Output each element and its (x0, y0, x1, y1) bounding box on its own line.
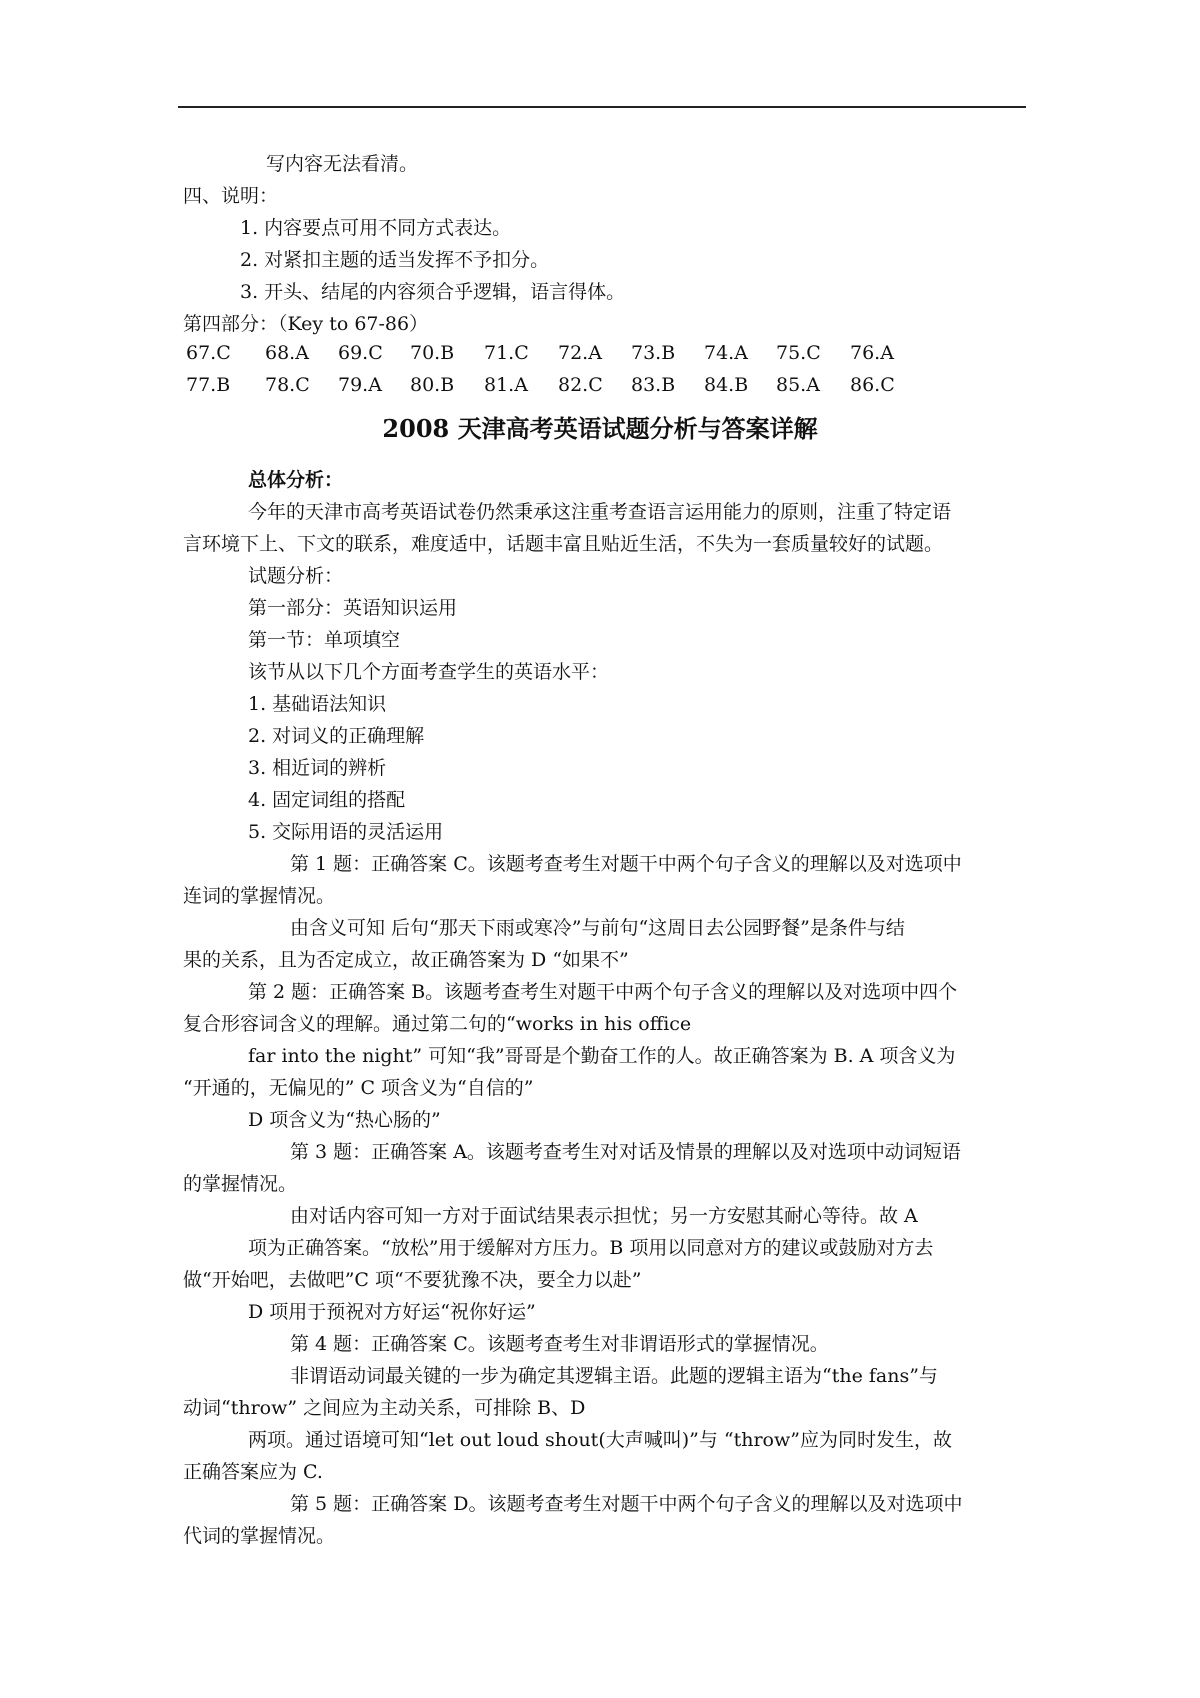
paragraph-line: “开通的，无偏见的” C 项含义为“自信的” (183, 1077, 534, 1099)
paragraph-line: 今年的天津市高考英语试卷仍然秉承这注重考查语言运用能力的原则，注重了特定语 (248, 501, 952, 523)
paragraph-line: 第 4 题：正确答案 C。该题考查考生对非谓语形式的掌握情况。 (290, 1333, 829, 1355)
answer-key-item: 77.B (186, 374, 231, 396)
paragraph-line: 由含义可知 后句“那天下雨或寒冷”与前句“这周日去公园野餐”是条件与结 (290, 917, 905, 939)
answer-key-item: 74.A (704, 342, 748, 364)
section-heading: 四、说明： (183, 185, 279, 207)
paragraph-line: 两项。通过语境可知“let out loud shout(大声喊叫)”与 “throw”应为同时发生，故 (248, 1429, 952, 1451)
answer-key-item: 84.B (704, 374, 749, 396)
answer-key-item: 80.B (410, 374, 455, 396)
answer-key-item: 86.C (850, 374, 895, 396)
answer-key-item: 75.C (776, 342, 821, 364)
document-title: 2008 天津高考英语试题分析与答案详解 (382, 414, 818, 443)
paragraph-line: 该节从以下几个方面考查学生的英语水平： (248, 661, 610, 683)
paragraph-line: 复合形容词含义的理解。通过第二句的“works in his office (183, 1013, 692, 1035)
section-heading: 第一节：单项填空 (248, 629, 401, 651)
answer-key-item: 71.C (484, 342, 529, 364)
header-rule (178, 106, 1026, 108)
paragraph-line: 连词的掌握情况。 (183, 885, 336, 907)
paragraph-line: 第 1 题：正确答案 C。该题考查考生对题干中两个句子含义的理解以及对选项中 (290, 853, 962, 875)
paragraph-line: 动词“throw” 之间应为主动关系，可排除 B、D (183, 1397, 586, 1419)
section-heading: 总体分析： (248, 469, 344, 491)
answer-key-item: 81.A (484, 374, 528, 396)
list-item: 5. 交际用语的灵活运用 (248, 821, 444, 843)
list-item: 1. 内容要点可用不同方式表达。 (240, 217, 512, 239)
answer-key-item: 70.B (410, 342, 455, 364)
answer-key-item: 76.A (850, 342, 894, 364)
answer-key-item: 68.A (265, 342, 309, 364)
answer-key-item: 85.A (776, 374, 820, 396)
paragraph-line: D 项用于预祝对方好运“祝你好运” (248, 1301, 536, 1323)
paragraph-line: 项为正确答案。“放松”用于缓解对方压力。B 项用以同意对方的建议或鼓励对方去 (248, 1237, 934, 1259)
paragraph-line: 做“开始吧，去做吧”C 项“不要犹豫不决，要全力以赴” (183, 1269, 642, 1291)
paragraph-line: D 项含义为“热心肠的” (248, 1109, 441, 1131)
section-heading: 第一部分：英语知识运用 (248, 597, 458, 619)
paragraph-line: 言环境下上、下文的联系，难度适中，话题丰富且贴近生活，不失为一套质量较好的试题。 (183, 533, 944, 555)
paragraph-line: 第 5 题：正确答案 D。该题考查考生对题干中两个句子含义的理解以及对选项中 (290, 1493, 963, 1515)
paragraph-line: 的掌握情况。 (183, 1173, 298, 1195)
answer-key-item: 83.B (631, 374, 676, 396)
section-heading: 第四部分：（Key to 67-86） (183, 313, 429, 335)
list-item: 2. 对词义的正确理解 (248, 725, 425, 747)
paragraph-line: 代词的掌握情况。 (183, 1525, 336, 1547)
list-item: 4. 固定词组的搭配 (248, 789, 406, 811)
list-item: 2. 对紧扣主题的适当发挥不予扣分。 (240, 249, 550, 271)
text-line: 写内容无法看清。 (266, 153, 419, 175)
answer-key-item: 72.A (558, 342, 602, 364)
answer-key-item: 82.C (558, 374, 603, 396)
list-item: 3. 开头、结尾的内容须合乎逻辑，语言得体。 (240, 281, 626, 303)
answer-key-item: 69.C (338, 342, 383, 364)
paragraph-line: 由对话内容可知一方对于面试结果表示担忧；另一方安慰其耐心等待。故 A (290, 1205, 918, 1227)
paragraph-line: 正确答案应为 C. (183, 1461, 323, 1483)
paragraph-line: far into the night” 可知“我”哥哥是个勤奋工作的人。故正确答案为 B. A 项含义为 (248, 1045, 956, 1067)
section-heading: 试题分析： (248, 565, 344, 587)
paragraph-line: 非谓语动词最关键的一步为确定其逻辑主语。此题的逻辑主语为“the fans”与 (290, 1365, 938, 1387)
list-item: 3. 相近词的辨析 (248, 757, 387, 779)
paragraph-line: 第 3 题：正确答案 A。该题考查考生对对话及情景的理解以及对选项中动词短语 (290, 1141, 961, 1163)
paragraph-line: 第 2 题：正确答案 B。该题考查考生对题干中两个句子含义的理解以及对选项中四个 (248, 981, 958, 1003)
answer-key-item: 67.C (186, 342, 231, 364)
answer-key-item: 73.B (631, 342, 676, 364)
answer-key-item: 78.C (265, 374, 310, 396)
paragraph-line: 果的关系，且为否定成立，故正确答案为 D “如果不” (183, 949, 629, 971)
list-item: 1. 基础语法知识 (248, 693, 387, 715)
answer-key-item: 79.A (338, 374, 382, 396)
